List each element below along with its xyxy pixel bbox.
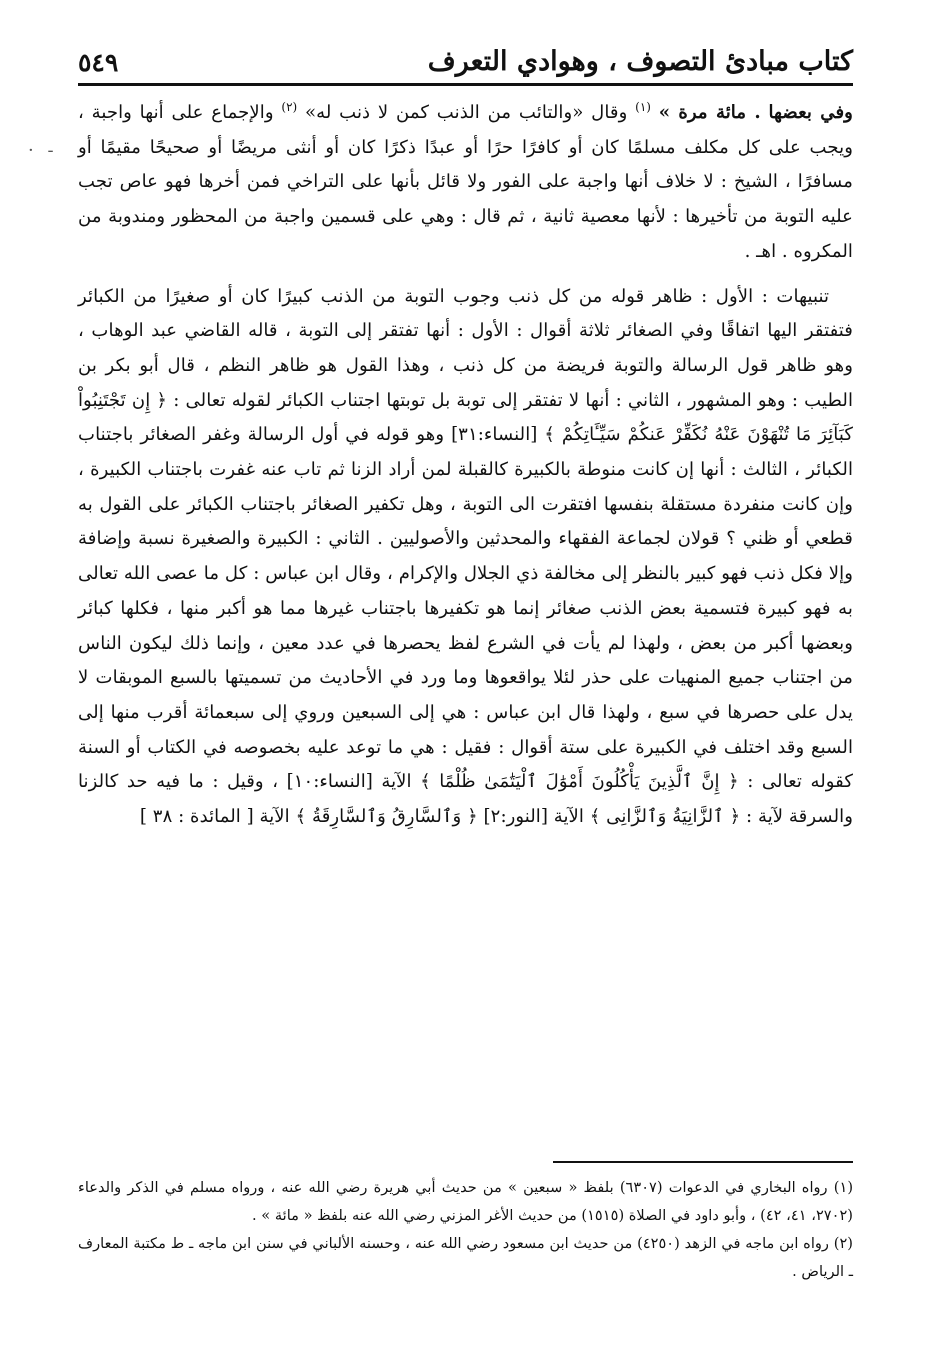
paragraph-text: وقال «والتائب من الذنب كمن لا ذنب له»: [304, 102, 628, 123]
page-number: ٥٤٩: [78, 48, 119, 77]
paragraph-text: . مائة مرة »: [658, 102, 761, 123]
footnote-ref: (١): [635, 99, 651, 114]
running-title: كتاب مبادئ التصوف ، وهوادي التعرف: [427, 46, 853, 77]
main-text: [78, 96, 853, 835]
footnote-ref: (٢): [281, 99, 298, 114]
paragraph-text: تنبيهات : الأول : ظاهر قوله من كل ذنب وجوب التوبة من الذنب كبيرًا كان أو صغيرًا من الكبائر فتفتقر اليها اتفاقًا وفي الصغائر ثلاثة أقوال : الأول : أنها تفتقر إلى التوبة ، قاله القاضي عبد الوهاب ، وهو ظاهر قول الرسالة والتوبة فريضة من كل ذنب ، وهذا القول هو ظاهر النظم ، قال أبو بكر بن الطيب : وهو المشهور ، الثاني : أنها لا تفتقر إلى توبة بل توبتها اجتناب الكبائر لقوله تعالى : ﴿ إِن تَجْتَنِبُواْ كَبَآئِرَ مَا تُنْهَوْنَ عَنْهُ نُكَفِّرْ عَنكُمْ سَيِّـَٔاتِكُمْ ﴾ [النساء:٣١] وهو قوله في أول الرسالة وغفر الصغائر باجتناب الكبائر ، الثالث : أنها إن كانت منوطة بالكبيرة كالقبلة لمن أراد الزنا ثم تاب عنه غفرت باجتناب الكبيرة ، وإن كانت منفردة مستقلة بنفسها افتقرت الى التوبة ، وهل تكفير الصغائر باجتناب الكبائر على القول به قطعي أو ظني ؟ قولان لجماعة الفقهاء والمحدثين والأصوليين . الثاني : الكبيرة والصغيرة نسبة وإضافة وإلا فكل ذنب فهو كبير بالنظر إلى مخالفة ذي الجلال والإكرام ، وقال ابن عباس : كل ما عصى الله تعالى به فهو كبيرة فتسمية بعض الذنب صغائر إنما هو تكفيرها باجتناب غيرها مما هو أكبر منها ، فكلها كبائر وبعضها أكبر من بعض ، ولهذا لم يأت في الشرع لفظ يحصرها في عدد معين ، وإنما ذلك ليكون الناس من اجتناب جميع المنهيات على حذر لئلا يواقعوها وما ورد في الأحاديث من تسميتها بالسبع الموبقات لا يدل على حصرها في سبع ، ولهذا قال ابن عباس : هي إلى السبعين وروي إلى سبعمائة أقرب منها إلى السبع وقد اختلف في الكبيرة على ستة أقوال : فقيل : هي ما توعد عليه بخصوصه في الكتاب أو السنة كقوله تعالى : ﴿ إِنَّ ٱلَّذِينَ يَأْكُلُونَ أَمْوَٰلَ ٱلْيَتَٰمَىٰ ظُلْمًا ﴾ الآية [النساء:١٠] ، وقيل : ما فيه حد كالزنا والسرقة لآية : ﴿ ٱلزَّانِيَةُ وَٱلزَّانِى ﴾ الآية [النور:٢] ﴿ وَٱلسَّارِقُ وَٱلسَّارِقَةُ ﴾ الآية [ المائدة : ٣٨ ]: [78, 285, 853, 828]
paragraph-text: والإجماع على أنها واجبة ، ويجب على كل مكلف مسلمًا كان أو كافرًا حرًا أو عبدًا ذكرًا كان أو أنثى مريضًا أو صحيحًا مقيمًا أو مسافرًا ، الشيخ : لا خلاف أنها واجبة على الفور ولا قائل بأنها على التراخي فمن أخرها فهو عاص تجب عليه التوبة من تأخيرها : لأنها معصية ثانية ، ثم قال : وهي على قسمين واجبة من المحظور ومندوبة من المكروه . اهـ .: [78, 102, 854, 262]
footnote: (١) رواه البخاري في الدعوات (٦٣٠٧) بلفظ « سبعين » من حديث أبي هريرة رضي الله عنه ، ورواه مسلم في الذكر والدعاء (٢٧٠٢، ٤١، ٤٢) ، وأبو داود في الصلاة (١٥١٥) من حديث الأغر المزني رضي الله عنه بلفظ « مائة » .: [78, 1179, 854, 1224]
footnotes: [78, 1174, 853, 1286]
paragraph-text: وفي بعضها: [768, 102, 853, 123]
paragraph: [78, 96, 853, 270]
footnote-divider: [553, 1161, 853, 1163]
page-header: [78, 38, 853, 86]
footnote: (٢) رواه ابن ماجه في الزهد (٤٢٥٠) من حديث ابن مسعود رضي الله عنه ، وحسنه الألباني في سنن ابن ماجه ـ ط مكتبة المعارف ـ الرياض .: [78, 1235, 853, 1280]
margin-mark: - ·: [28, 140, 58, 161]
paragraph: [78, 280, 853, 835]
